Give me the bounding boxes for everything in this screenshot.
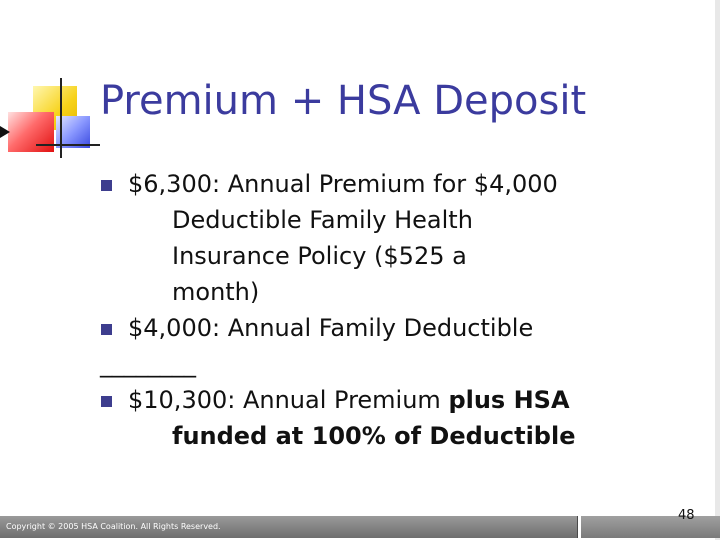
arrow-right-icon: [0, 126, 10, 138]
bullet-line: Insurance Policy ($525 a: [172, 242, 467, 270]
total-bold-continuation: funded at 100% of Deductible: [172, 422, 576, 450]
square-bullet-icon: [101, 396, 112, 407]
bullet-item-deductible: [100, 310, 660, 346]
bullet-list: [100, 166, 660, 454]
footer-bar: [0, 516, 720, 540]
slide-title: Premium + HSA Deposit: [100, 78, 587, 124]
bullet-line: [128, 382, 660, 418]
logo-vertical-line: [60, 78, 62, 158]
bullet-item-premium: [100, 166, 660, 310]
bullet-line: $6,300: Annual Premium for $4,000: [128, 170, 558, 198]
page-number: 48: [678, 508, 695, 523]
square-bullet-icon: [101, 180, 112, 191]
copyright-text: Copyright © 2005 HSA Coalition. All Rights Reserved.: [6, 522, 221, 531]
logo-horizontal-line: [36, 144, 100, 146]
bullet-line: $4,000: Annual Family Deductible: [128, 314, 534, 342]
bullet-line: month): [172, 278, 260, 306]
separator-line: ________: [100, 350, 196, 378]
bullet-line: Deductible Family Health: [172, 206, 473, 234]
bullet-item-total: [100, 382, 660, 454]
slide-edge: [715, 0, 720, 540]
total-bold-text: plus HSA: [448, 386, 570, 414]
total-normal-text: $10,300: Annual Premium: [128, 386, 449, 414]
footer-right-bar: [581, 516, 720, 538]
logo-red-square: [8, 112, 54, 152]
logo-graphic: [0, 70, 100, 170]
footer-left-bar: [0, 516, 578, 538]
square-bullet-icon: [101, 324, 112, 335]
